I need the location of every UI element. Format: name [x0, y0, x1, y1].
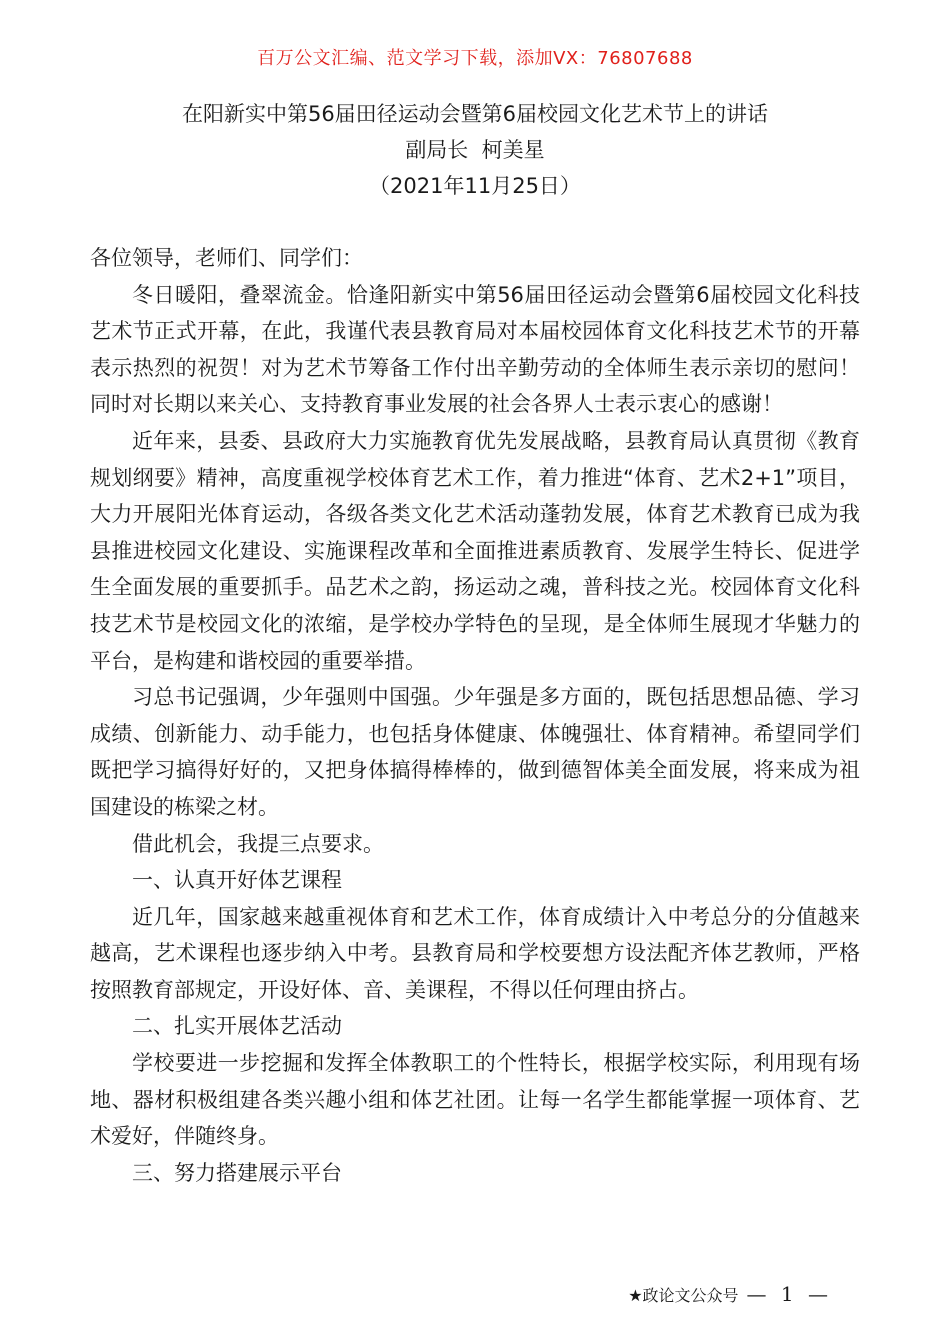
page-number: — 1 — [746, 1282, 832, 1306]
title-block [0, 96, 950, 204]
paragraph-requirement-2: 学校要进一步挖掘和发挥全体教职工的个性特长，根据学校实际，利用现有场地、器材积极组建各类兴趣小组和体艺社团。让每一名学生都能掌握一项体育、艺术爱好，伴随终身。 [90, 1051, 860, 1149]
heading-requirement-1: 一、认真开好体艺课程 [132, 868, 342, 893]
speaker-line: 副局长 柯美星 [405, 138, 545, 162]
salutation: 各位领导，老师们、同学们： [90, 246, 363, 270]
footer-source: ★政论文公众号 [628, 1285, 739, 1305]
heading-requirement-2: 二、扎实开展体艺活动 [132, 1014, 342, 1039]
date-line: （2021年11月25日） [369, 174, 581, 198]
paragraph-background: 近年来，县委、县政府大力实施教育优先发展战略，县教育局认真贯彻《教育规划纲要》精神，高度重视学校体育艺术工作，着力推进“体育、艺术2+1”项目，大力开展阳光体育运动，各级各类文化艺术活动蓬勃发展，体育艺术教育已成为我县推进校园文化建设、实施课程改革和全面推进素质教育、发展学生特长、促进学生全面发展的重要抓手。品艺术之韵，扬运动之魂，普科技之光。校园体育文化科技艺术节是校园文化的浓缩，是学校办学特色的呈现，是全体师生展现才华魅力的平台，是构建和谐校园的重要举措。 [90, 428, 860, 673]
page-footer [628, 1282, 832, 1306]
paragraph-xi-quote: 习总书记强调，少年强则中国强。少年强是多方面的，既包括思想品德、学习成绩、创新能力、动手能力，也包括身体健康、体魄强壮、体育精神。希望同学们既把学习搞得好好的，又把身体搞得棒棒的，做到德智体美全面发展，将来成为祖国建设的栋梁之材。 [90, 685, 860, 819]
watermark-banner: 百万公文汇编、范文学习下载，添加VX：76807688 [257, 48, 693, 69]
paragraph-opening: 冬日暖阳，叠翠流金。恰逢阳新实中第56届田径运动会暨第6届校园文化科技艺术节正式开幕，在此，我谨代表县教育局对本届校园体育文化科技艺术节的开幕表示热烈的祝贺！对为艺术节筹备工作付出辛勤劳动的全体师生表示亲切的慰问！同时对长期以来关心、支持教育事业发展的社会各界人士表示衷心的感谢！ [90, 282, 860, 417]
paragraph-requirements-intro: 借此机会，我提三点要求。 [132, 831, 384, 856]
heading-requirement-3: 三、努力搭建展示平台 [132, 1160, 342, 1185]
paragraph-requirement-1: 近几年，国家越来越重视体育和艺术工作，体育成绩计入中考总分的分值越来越高，艺术课程也逐步纳入中考。县教育局和学校要想方设法配齐体艺教师，严格按照教育部规定，开设好体、音、美课程，不得以任何理由挤占。 [90, 904, 860, 1002]
speech-body [90, 240, 860, 1191]
speech-title: 在阳新实中第56届田径运动会暨第6届校园文化艺术节上的讲话 [181, 102, 769, 126]
